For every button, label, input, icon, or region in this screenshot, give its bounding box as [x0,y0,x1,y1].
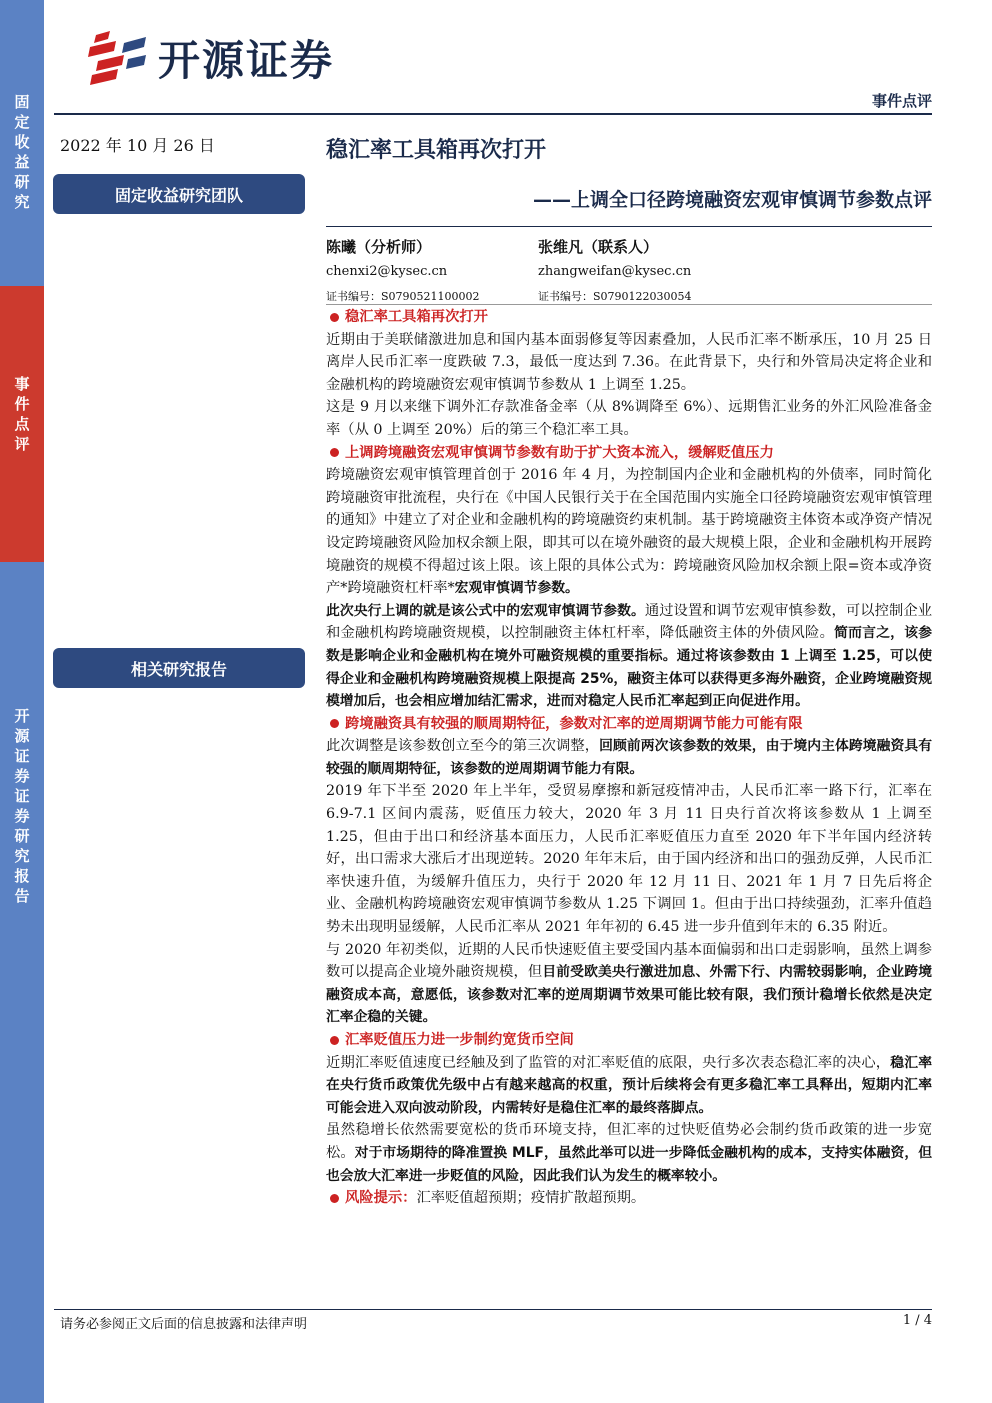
text-run: 虽然稳增长依然需要宽松的货币环境支持，但汇率的过快贬值势必会制约货币政策的进一步宽松。 [326,1122,932,1161]
author-divider [326,304,932,305]
author-cert: 证书编号：S0790122030054 [538,290,692,303]
bullet-icon [330,448,339,457]
risk-label: 风险提示： [345,1190,417,1207]
bold-text-run: 此次央行上调的就是该公式中的宏观审慎调节参数。 [326,602,645,619]
section-heading [326,713,932,736]
bold-text-run: 稳汇率在央行货币政策优先级中占有越来越高的权重，预计后续将会有更多稳汇率工具释出，短期内汇率可能会进入双向波动阶段，内需转好是稳住汇率的最终落脚点。 [326,1054,932,1116]
text-run: 跨境融资宏观审慎管理首创于 2016 年 4 月，为控制国内企业和金融机构的外债率，同时简化跨境融资审批流程，央行在《中国人民银行关于在全国范围内实施全口径跨境融资宏观审慎管理的通知》中建立了对企业和金融机构的跨境融资约束机制。基于跨境融资主体资本或净资产情况设定跨境融资风险加权余额上限，即其可以在境外融资的最大规模上限，企业和金融机构开展跨境融资的规模不得超过该上限。该上限的具体公式为：跨境融资风险加权余额上限=资本或净资产*跨境融资杠杆率* [326,467,932,597]
team-label-box [53,174,305,214]
paragraph: 近期由于美联储激进加息和国内基本面弱修复等因素叠加，人民币汇率不断承压，10 月 25 日离岸人民币汇率一度跌破 7.3，最低一度达到 7.36。在此背景下，央行和外管局决定将企业和金融机构的跨境融资宏观审慎调节参数从 1 上调至 1.25。 [326,331,932,393]
author-email[interactable]: chenxi2@kysec.cn [326,264,448,279]
footer-divider [54,1309,932,1310]
text-run: 近期汇率贬值速度已经触及到了监管的对汇率贬值的底限，央行多次表态稳汇率的决心， [326,1054,891,1071]
section-heading-text: 汇率贬值压力进一步制约宽货币空间 [345,1032,574,1048]
sidebar-label-fixed-income: 固定收益研究 [14,93,30,211]
report-title: 稳汇率工具箱再次打开 [326,138,547,163]
report-subtitle: ——上调全口径跨境融资宏观审慎调节参数点评 [532,189,932,211]
paragraph [326,1119,932,1187]
sidebar-label-event-review: 事件点评 [14,375,30,453]
paragraph [326,939,932,1029]
author-block [538,236,748,304]
bullet-icon [330,313,339,322]
author-name: 张维凡（联系人） [538,238,659,256]
paragraph: 这是 9 月以来继下调外汇存款准备金率（从 8%调降至 6%）、远期售汇业务的外汇风险准备金率（从 0 上调至 20%）后的第三个稳汇率工具。 [326,399,932,438]
paragraph [326,1052,932,1120]
text-run: 此次调整是该参数创立至今的第三次调整， [326,738,600,755]
bold-text-run: 宏观审慎调节参数。 [454,580,579,597]
paragraph [326,600,932,713]
author-cert: 证书编号：S0790521100002 [326,290,480,303]
bold-text-run: 对于市场期待的降准置换 MLF，虽然此举可以进一步降低金融机构的成本，支持实体融资，但也会放大汇率进一步贬值的风险，因此我们认为发生的概率较小。 [326,1144,932,1184]
paragraph [326,464,932,600]
team-label: 固定收益研究团队 [114,185,243,205]
report-date: 2022 年 10 月 26 日 [60,136,215,155]
logo [88,28,334,88]
logo-mark-icon [88,29,148,87]
author-name: 陈曦（分析师） [326,238,432,256]
section-heading-text: 跨境融资具有较强的顺周期特征，参数对汇率的逆周期调节能力可能有限 [345,715,803,732]
section-heading-text: 稳汇率工具箱再次打开 [345,309,488,325]
author-block [326,236,536,304]
related-reports-box [53,648,305,688]
section-heading-text: 上调跨境融资宏观审慎调节参数有助于扩大资本流入，缓解贬值压力 [345,444,774,461]
related-reports-label: 相关研究报告 [130,659,227,679]
risk-text: 汇率贬值超预期；疫情扩散超预期。 [416,1190,646,1207]
title-divider [326,226,932,227]
paragraph [326,735,932,780]
text-run: 与 2020 年初类似，近期的人民币快速贬值主要受国内基本面偏弱和出口走弱影响，虽然上调参数可以提高企业境外融资规模，但 [326,941,932,981]
sidebar-label-brand: 开源证券 证券研究报告 [14,707,30,905]
section-heading [326,1029,932,1052]
sidebar-section-event-review [0,286,44,562]
sidebar-section-brand [0,562,44,1403]
bold-text-run: 简而言之，该参数是影响企业和金融机构在境外可融资规模的重要指标。通过将该参数由 1 上调至 1.25，可以使得企业和金融机构跨境融资规模上限提高 25%，融资主体可以获得更多海外融资，企业跨境融资规模增加后，也会相应增加结汇需求，进而对稳定人民币汇率起到正向促进作用。 [326,625,933,710]
bullet-icon [330,1036,339,1045]
author-email[interactable]: zhangweifan@kysec.cn [538,264,692,279]
bullet-icon [330,1194,339,1203]
sidebar [0,0,44,1403]
header-divider [54,113,932,115]
section-heading [326,306,932,329]
logo-text: 开源证券 [158,36,335,85]
text-run: 通过设置和调节宏观审慎参数，可以控制企业和金融机构跨境融资规模，以控制融资主体杠杆率，降低融资主体的外债风险。 [326,602,933,642]
bold-text-run: 回顾前两次该参数的效果，由于境内主体跨境融资具有较强的顺周期特征，该参数的逆周期调节能力有限。 [326,738,933,777]
page-number: 1 / 4 [902,1313,932,1328]
risk-heading [326,1187,932,1210]
bullet-icon [330,719,339,728]
doc-type-label: 事件点评 [871,92,932,110]
paragraph: 2019 年下半至 2020 年上半年，受贸易摩擦和新冠疫情冲击，人民币汇率一路下行，汇率在 6.9-7.1 区间内震荡，贬值压力较大，2020 年 3 月 11 日央行首次将该参数从 1 上调至 1.25，但由于出口和经济基本面压力，人民币汇率贬值压力直至 2020 年下半年国内经济转好，出口需求大涨后才出现逆转。2020 年年末后，由于国内经济和出口的强劲反弹，人民币汇率快速升值，为缓解升值压力，央行于 2020 年 12 月 11 日、2021 年 1 月 7 日先后将企业、金融机构跨境融资宏观审慎调节参数从 1.25 下调回 1。但由于出口持续强劲，汇率升值趋势未出现明显缓解，人民币汇率从 2021 年年初的 6.45 进一步升值到年末的 6.35 附近。 [326,783,932,936]
bold-text-run: 目前受欧美央行激进加息、外需下行、内需较弱影响，企业跨境融资成本高，意愿低，该参数对汇率的逆周期调节效果可能比较有限，我们预计稳增长依然是决定汇率企稳的关键。 [326,964,933,1026]
sidebar-section-fixed-income [0,0,44,286]
footer-disclaimer: 请务必参阅正文后面的信息披露和法律声明 [60,1317,308,1332]
report-body [326,306,932,1210]
section-heading [326,442,932,465]
